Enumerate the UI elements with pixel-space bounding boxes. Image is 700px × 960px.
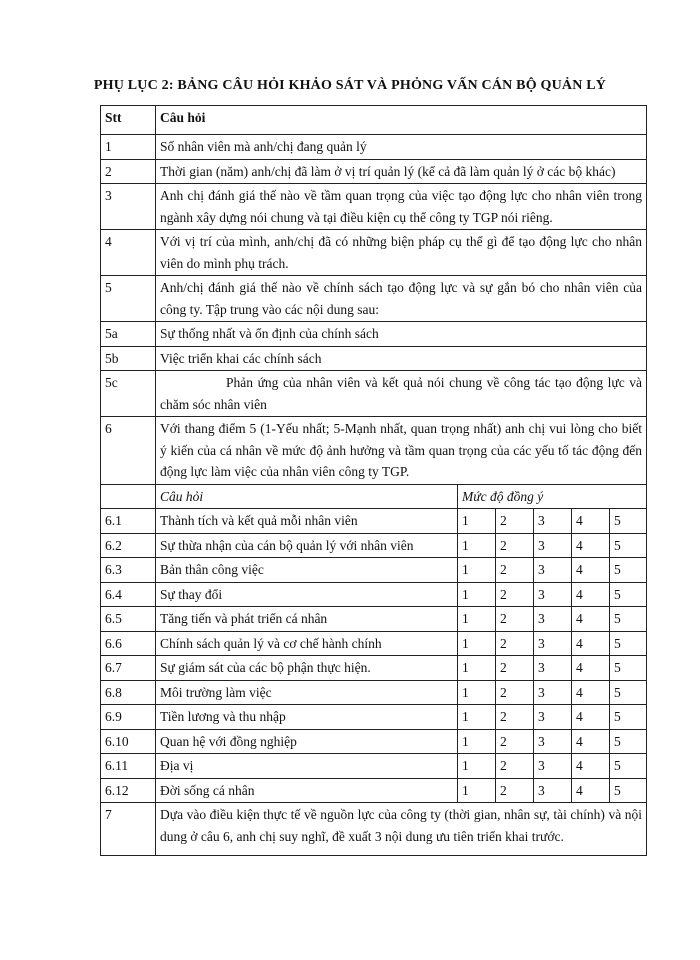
rating-score-option: 1 <box>458 705 496 730</box>
rating-label: Đời sống cá nhân <box>156 778 458 803</box>
row-question: Thời gian (năm) anh/chị đã làm ở vị trí quản lý (kể cả đã làm quản lý ở các bộ khác) <box>156 159 647 184</box>
rating-stt: 6.10 <box>101 729 156 754</box>
rating-row <box>101 778 647 803</box>
rating-row <box>101 631 647 656</box>
rating-stt: 6.12 <box>101 778 156 803</box>
rating-score-option: 3 <box>534 778 572 803</box>
rating-row <box>101 533 647 558</box>
rating-score-option: 3 <box>534 680 572 705</box>
rating-score-option: 1 <box>458 656 496 681</box>
rating-label: Tiền lương và thu nhập <box>156 705 458 730</box>
rating-score-option: 2 <box>496 631 534 656</box>
rating-stt: 6.2 <box>101 533 156 558</box>
rating-score-option: 4 <box>572 533 610 558</box>
rating-score-option: 2 <box>496 582 534 607</box>
rating-label: Thành tích và kết quả mỗi nhân viên <box>156 509 458 534</box>
rating-row <box>101 509 647 534</box>
rating-label: Chính sách quản lý và cơ chế hành chính <box>156 631 458 656</box>
rating-label: Sự thay đổi <box>156 582 458 607</box>
rating-score-option: 5 <box>610 509 647 534</box>
subheader-blank <box>101 484 156 509</box>
subheader-question: Câu hỏi <box>156 484 458 509</box>
rating-score-option: 2 <box>496 729 534 754</box>
row-question: Anh chị đánh giá thế nào về tầm quan trọng của việc tạo động lực cho nhân viên trong ngành xây dựng nói chung và tại điều kiện cụ thể công ty TGP nói riêng. <box>156 184 647 230</box>
row-stt: 5c <box>101 371 156 417</box>
rating-score-option: 2 <box>496 558 534 583</box>
rating-score-option: 4 <box>572 778 610 803</box>
rating-label: Sự giám sát của các bộ phận thực hiện. <box>156 656 458 681</box>
row-stt: 6 <box>101 417 156 485</box>
rating-score-option: 1 <box>458 582 496 607</box>
rating-score-option: 2 <box>496 656 534 681</box>
rating-score-option: 5 <box>610 607 647 632</box>
rating-score-option: 3 <box>534 631 572 656</box>
rating-score-option: 3 <box>534 705 572 730</box>
rating-row <box>101 754 647 779</box>
rating-score-option: 2 <box>496 607 534 632</box>
row-stt: 2 <box>101 159 156 184</box>
rating-score-option: 5 <box>610 754 647 779</box>
rating-score-option: 4 <box>572 631 610 656</box>
row-stt: 7 <box>101 803 156 856</box>
table-row <box>101 346 647 371</box>
rating-score-option: 5 <box>610 558 647 583</box>
subheader-agreement: Mức độ đồng ý <box>458 484 647 509</box>
rating-score-option: 2 <box>496 533 534 558</box>
row-stt: 3 <box>101 184 156 230</box>
rating-row <box>101 607 647 632</box>
rating-stt: 6.3 <box>101 558 156 583</box>
row-stt: 5 <box>101 276 156 322</box>
rating-score-option: 2 <box>496 680 534 705</box>
table-row <box>101 276 647 322</box>
rating-score-option: 1 <box>458 680 496 705</box>
row-question: Với vị trí của mình, anh/chị đã có những biện pháp cụ thể gì để tạo động lực cho nhân viên do mình phụ trách. <box>156 230 647 276</box>
page-title: PHỤ LỤC 2: BẢNG CÂU HỎI KHẢO SÁT VÀ PHỎNG VẤN CÁN BỘ QUẢN LÝ <box>93 78 607 93</box>
rating-stt: 6.6 <box>101 631 156 656</box>
rating-row <box>101 705 647 730</box>
rating-label: Môi trường làm việc <box>156 680 458 705</box>
rating-label: Sự thừa nhận của cán bộ quản lý với nhân viên <box>156 533 458 558</box>
rating-score-option: 3 <box>534 607 572 632</box>
rating-score-option: 5 <box>610 582 647 607</box>
question-header: Câu hỏi <box>156 106 647 135</box>
rating-subheader-row <box>101 484 647 509</box>
rating-stt: 6.5 <box>101 607 156 632</box>
rating-stt: 6.8 <box>101 680 156 705</box>
rating-score-option: 2 <box>496 754 534 779</box>
rating-score-option: 5 <box>610 680 647 705</box>
header-row <box>101 106 647 135</box>
rating-row <box>101 729 647 754</box>
row-question: Dựa vào điều kiện thực tế về nguồn lực của công ty (thời gian, nhân sự, tài chính) và nội dung ở câu 6, anh chị suy nghĩ, đề xuất 3 nội dung ưu tiên triển khai trước. <box>156 803 647 856</box>
row-stt: 4 <box>101 230 156 276</box>
rating-score-option: 1 <box>458 607 496 632</box>
row-stt: 5a <box>101 322 156 347</box>
table-row <box>101 159 647 184</box>
row-question: Sự thống nhất và ổn định của chính sách <box>156 322 647 347</box>
rating-score-option: 2 <box>496 509 534 534</box>
rating-score-option: 2 <box>496 705 534 730</box>
rating-score-option: 1 <box>458 778 496 803</box>
rating-label: Địa vị <box>156 754 458 779</box>
rating-score-option: 2 <box>496 778 534 803</box>
rating-score-option: 1 <box>458 729 496 754</box>
rating-score-option: 5 <box>610 631 647 656</box>
rating-score-option: 3 <box>534 754 572 779</box>
rating-score-option: 4 <box>572 705 610 730</box>
rating-score-option: 4 <box>572 656 610 681</box>
rating-stt: 6.7 <box>101 656 156 681</box>
row-question: Số nhân viên mà anh/chị đang quản lý <box>156 135 647 160</box>
rating-score-option: 5 <box>610 533 647 558</box>
row-question: Anh/chị đánh giá thế nào về chính sách tạo động lực và sự gắn bó cho nhân viên của công ty. Tập trung vào các nội dung sau: <box>156 276 647 322</box>
rating-score-option: 3 <box>534 558 572 583</box>
rating-score-option: 4 <box>572 754 610 779</box>
rating-score-option: 3 <box>534 656 572 681</box>
rating-stt: 6.1 <box>101 509 156 534</box>
row-stt: 1 <box>101 135 156 160</box>
rating-stt: 6.9 <box>101 705 156 730</box>
rating-score-option: 1 <box>458 509 496 534</box>
rating-stt: 6.11 <box>101 754 156 779</box>
rating-score-option: 4 <box>572 558 610 583</box>
row-stt: 5b <box>101 346 156 371</box>
rating-score-option: 1 <box>458 533 496 558</box>
rating-row <box>101 680 647 705</box>
rating-stt: 6.4 <box>101 582 156 607</box>
table-row <box>101 230 647 276</box>
rating-score-option: 5 <box>610 778 647 803</box>
table-row <box>101 803 647 856</box>
rating-score-option: 1 <box>458 558 496 583</box>
rating-score-option: 5 <box>610 729 647 754</box>
rating-score-option: 4 <box>572 509 610 534</box>
table-row <box>101 184 647 230</box>
rating-score-option: 4 <box>572 729 610 754</box>
rating-row <box>101 558 647 583</box>
rating-score-option: 3 <box>534 509 572 534</box>
rating-score-option: 4 <box>572 582 610 607</box>
survey-table <box>100 105 647 856</box>
rating-score-option: 1 <box>458 631 496 656</box>
row-question: Phản ứng của nhân viên và kết quả nói chung về công tác tạo động lực và chăm sóc nhân viên <box>156 371 647 417</box>
rating-score-option: 3 <box>534 533 572 558</box>
stt-header: Stt <box>101 106 156 135</box>
rating-label: Bản thân công việc <box>156 558 458 583</box>
table-row <box>101 417 647 485</box>
rating-score-option: 5 <box>610 705 647 730</box>
rating-row <box>101 582 647 607</box>
rating-row <box>101 656 647 681</box>
rating-score-option: 3 <box>534 729 572 754</box>
rating-label: Tăng tiến và phát triển cá nhân <box>156 607 458 632</box>
row-question: Việc triển khai các chính sách <box>156 346 647 371</box>
rating-score-option: 5 <box>610 656 647 681</box>
rating-score-option: 1 <box>458 754 496 779</box>
table-row <box>101 322 647 347</box>
rating-score-option: 3 <box>534 582 572 607</box>
row-question: Với thang điểm 5 (1-Yếu nhất; 5-Mạnh nhất, quan trọng nhất) anh chị vui lòng cho biết ý kiến của cá nhân về mức độ ảnh hưởng và tầm quan trọng của các yếu tố tác động đến động lực làm việc của nhân viên công ty TGP. <box>156 417 647 485</box>
table-row <box>101 135 647 160</box>
rating-label: Quan hệ với đồng nghiệp <box>156 729 458 754</box>
table-row <box>101 371 647 417</box>
rating-score-option: 4 <box>572 607 610 632</box>
rating-score-option: 4 <box>572 680 610 705</box>
